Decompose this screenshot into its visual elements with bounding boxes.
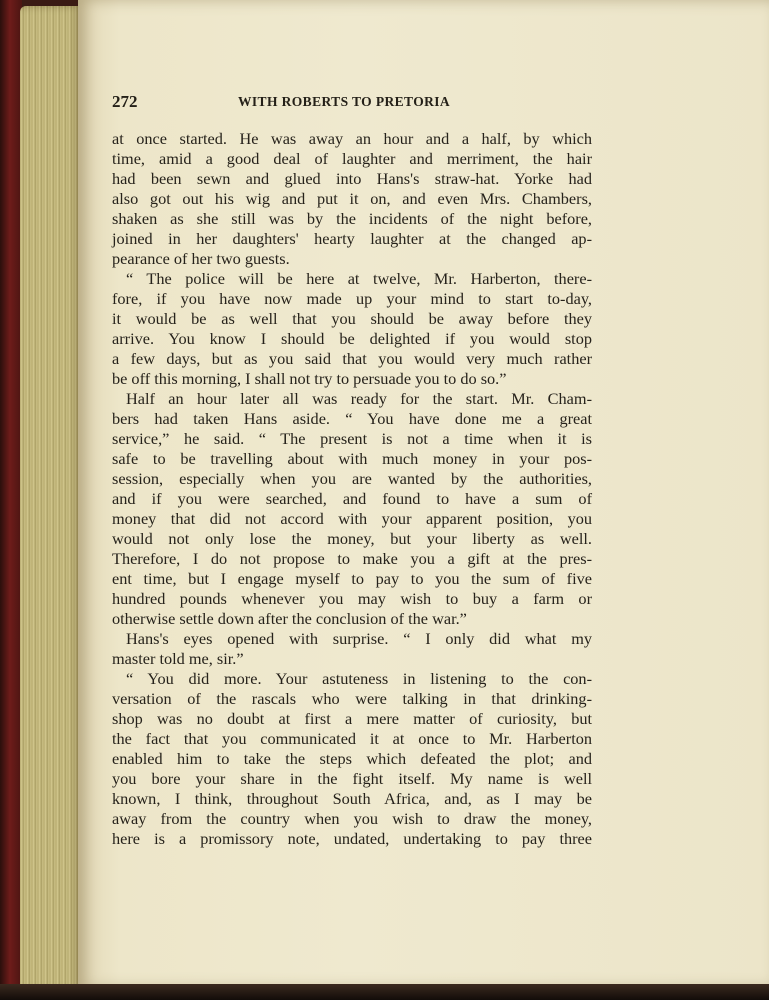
- text-line: known, I think, throughout South Africa, and, as I may be: [112, 789, 592, 808]
- text-line: joined in her daughters' hearty laughter at the changed ap-: [112, 229, 592, 248]
- text-line: versation of the rascals who were talking in that drinking-: [112, 689, 592, 708]
- text-line: shaken as she still was by the incidents of the night before,: [112, 209, 592, 228]
- text-line: arrive. You know I should be delighted if you would stop: [112, 329, 592, 348]
- text-line: be off this morning, I shall not try to persuade you to do so.”: [112, 369, 507, 388]
- running-head: WITH ROBERTS TO PRETORIA: [238, 94, 451, 109]
- text-line: it would be as well that you should be away before they: [112, 309, 592, 328]
- text-line: shop was no doubt at first a mere matter of curiosity, but: [112, 709, 592, 728]
- text-line: and if you were searched, and found to have a sum of: [112, 489, 592, 508]
- page-edges: [20, 6, 82, 990]
- text-line: service,” he said. “ The present is not a time when it is: [112, 429, 592, 448]
- text-line: “ You did more. Your astuteness in listening to the con-: [126, 669, 592, 688]
- text-line: would not only lose the money, but your liberty as well.: [112, 529, 592, 548]
- text-line: time, amid a good deal of laughter and merriment, the hair: [112, 149, 592, 168]
- text-line: you bore your share in the fight itself. My name is well: [112, 769, 592, 788]
- bottom-shadow: [0, 984, 769, 1000]
- text-line: enabled him to take the steps which defeated the plot; and: [112, 749, 592, 768]
- text-line: away from the country when you wish to draw the money,: [112, 809, 592, 828]
- text-line: hundred pounds whenever you may wish to buy a farm or: [112, 589, 592, 608]
- text-line: otherwise settle down after the conclusion of the war.”: [112, 609, 467, 628]
- page-header: [112, 92, 572, 114]
- text-line: Therefore, I do not propose to make you a gift at the pres-: [112, 549, 592, 568]
- text-line: had been sewn and glued into Hans's straw-hat. Yorke had: [112, 169, 592, 188]
- text-line: Hans's eyes opened with surprise. “ I only did what my: [126, 629, 592, 648]
- page-number: 272: [112, 92, 138, 111]
- text-line: at once started. He was away an hour and a half, by which: [112, 129, 592, 148]
- text-line: here is a promissory note, undated, undertaking to pay three: [112, 829, 592, 848]
- text-line: “ The police will be here at twelve, Mr. Harberton, there-: [126, 269, 592, 288]
- text-line: fore, if you have now made up your mind to start to-day,: [112, 289, 592, 308]
- text-line: also got out his wig and put it on, and even Mrs. Chambers,: [112, 189, 592, 208]
- text-line: the fact that you communicated it at once to Mr. Harberton: [112, 729, 592, 748]
- text-line: ent time, but I engage myself to pay to you the sum of five: [112, 569, 592, 588]
- body-text: [112, 129, 592, 849]
- text-line: pearance of her two guests.: [112, 249, 290, 268]
- book-cover-edge: [0, 0, 22, 1000]
- text-line: money that did not accord with your apparent position, you: [112, 509, 592, 528]
- text-line: safe to be travelling about with much money in your pos-: [112, 449, 592, 468]
- text-line: a few days, but as you said that you would very much rather: [112, 349, 592, 368]
- text-line: session, especially when you are wanted by the authorities,: [112, 469, 592, 488]
- text-line: master told me, sir.”: [112, 649, 244, 668]
- text-line: Half an hour later all was ready for the start. Mr. Cham-: [126, 389, 592, 408]
- text-line: bers had taken Hans aside. “ You have done me a great: [112, 409, 592, 428]
